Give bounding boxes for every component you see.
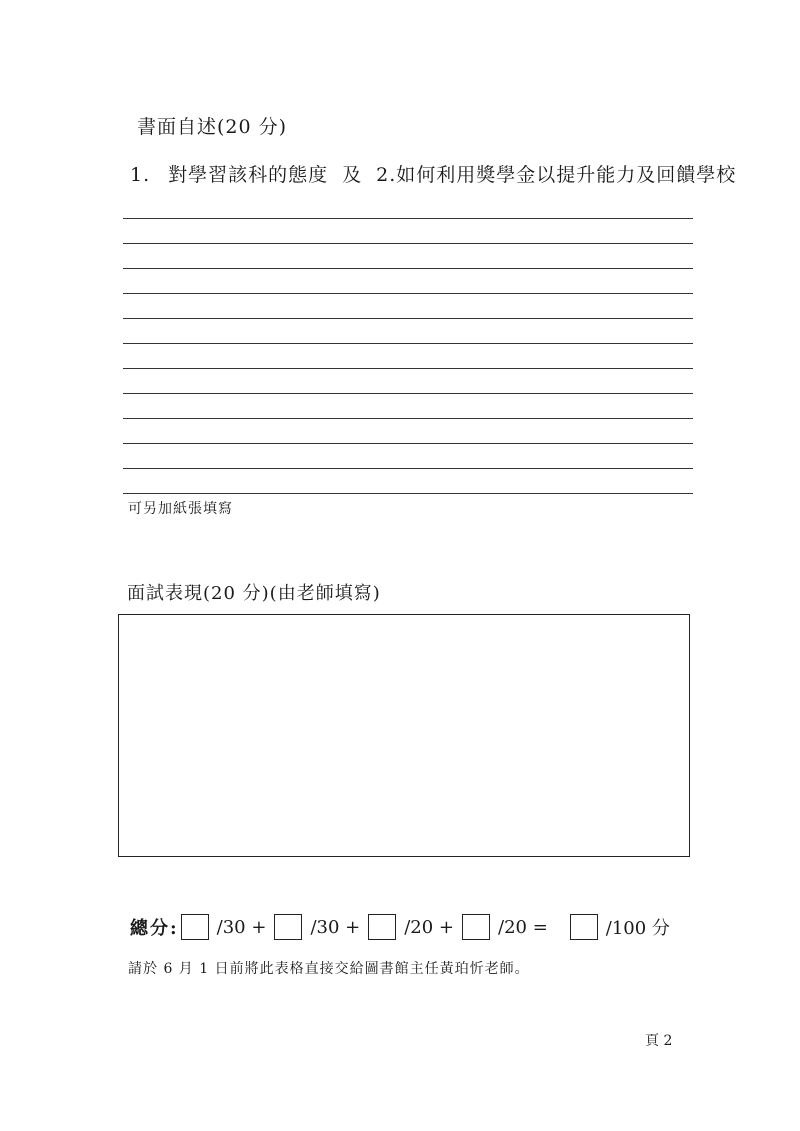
- ruled-line: [123, 243, 693, 244]
- ruled-line: [123, 368, 693, 369]
- total-score-row: [130, 914, 676, 940]
- page-number: 頁 2: [645, 1033, 673, 1049]
- written-statement-title: 書面自述(20 分): [137, 116, 288, 138]
- question-text: [130, 160, 736, 187]
- question-number: 1.: [130, 164, 151, 186]
- ruled-line: [123, 468, 693, 469]
- score-box-1[interactable]: [181, 914, 209, 940]
- question-part-2: 2.如何利用獎學金以提升能力及回饋學校: [376, 164, 737, 186]
- submission-instruction: 請於 6 月 1 日前將此表格直接交給圖書館主任黃珀忻老師。: [128, 961, 530, 977]
- score-part-2: /30 +: [310, 916, 361, 938]
- score-box-3[interactable]: [368, 914, 396, 940]
- ruled-line: [123, 393, 693, 394]
- ruled-line: [123, 268, 693, 269]
- ruled-line: [123, 318, 693, 319]
- interview-title: 面試表現(20 分)(由老師填寫): [127, 583, 381, 604]
- writing-area[interactable]: [123, 218, 693, 498]
- extra-paper-note: 可另加紙張填寫: [128, 501, 233, 517]
- ruled-line: [123, 218, 693, 219]
- score-box-2[interactable]: [274, 914, 302, 940]
- score-box-4[interactable]: [462, 914, 490, 940]
- score-part-3: /20 +: [404, 916, 454, 938]
- score-box-total[interactable]: [570, 914, 598, 940]
- ruled-line: [123, 443, 693, 444]
- question-part-1: 對學習該科的態度: [168, 164, 329, 186]
- ruled-line: [123, 418, 693, 419]
- interview-comment-box[interactable]: [118, 614, 690, 857]
- question-connector: 及: [342, 164, 363, 186]
- ruled-line: [123, 343, 693, 344]
- score-part-1: /30 +: [216, 916, 267, 938]
- score-part-total: /100 分: [605, 918, 670, 939]
- total-score-label: 總分:: [130, 918, 179, 939]
- ruled-line: [123, 493, 693, 494]
- score-part-4: /20 =: [498, 916, 548, 938]
- ruled-line: [123, 293, 693, 294]
